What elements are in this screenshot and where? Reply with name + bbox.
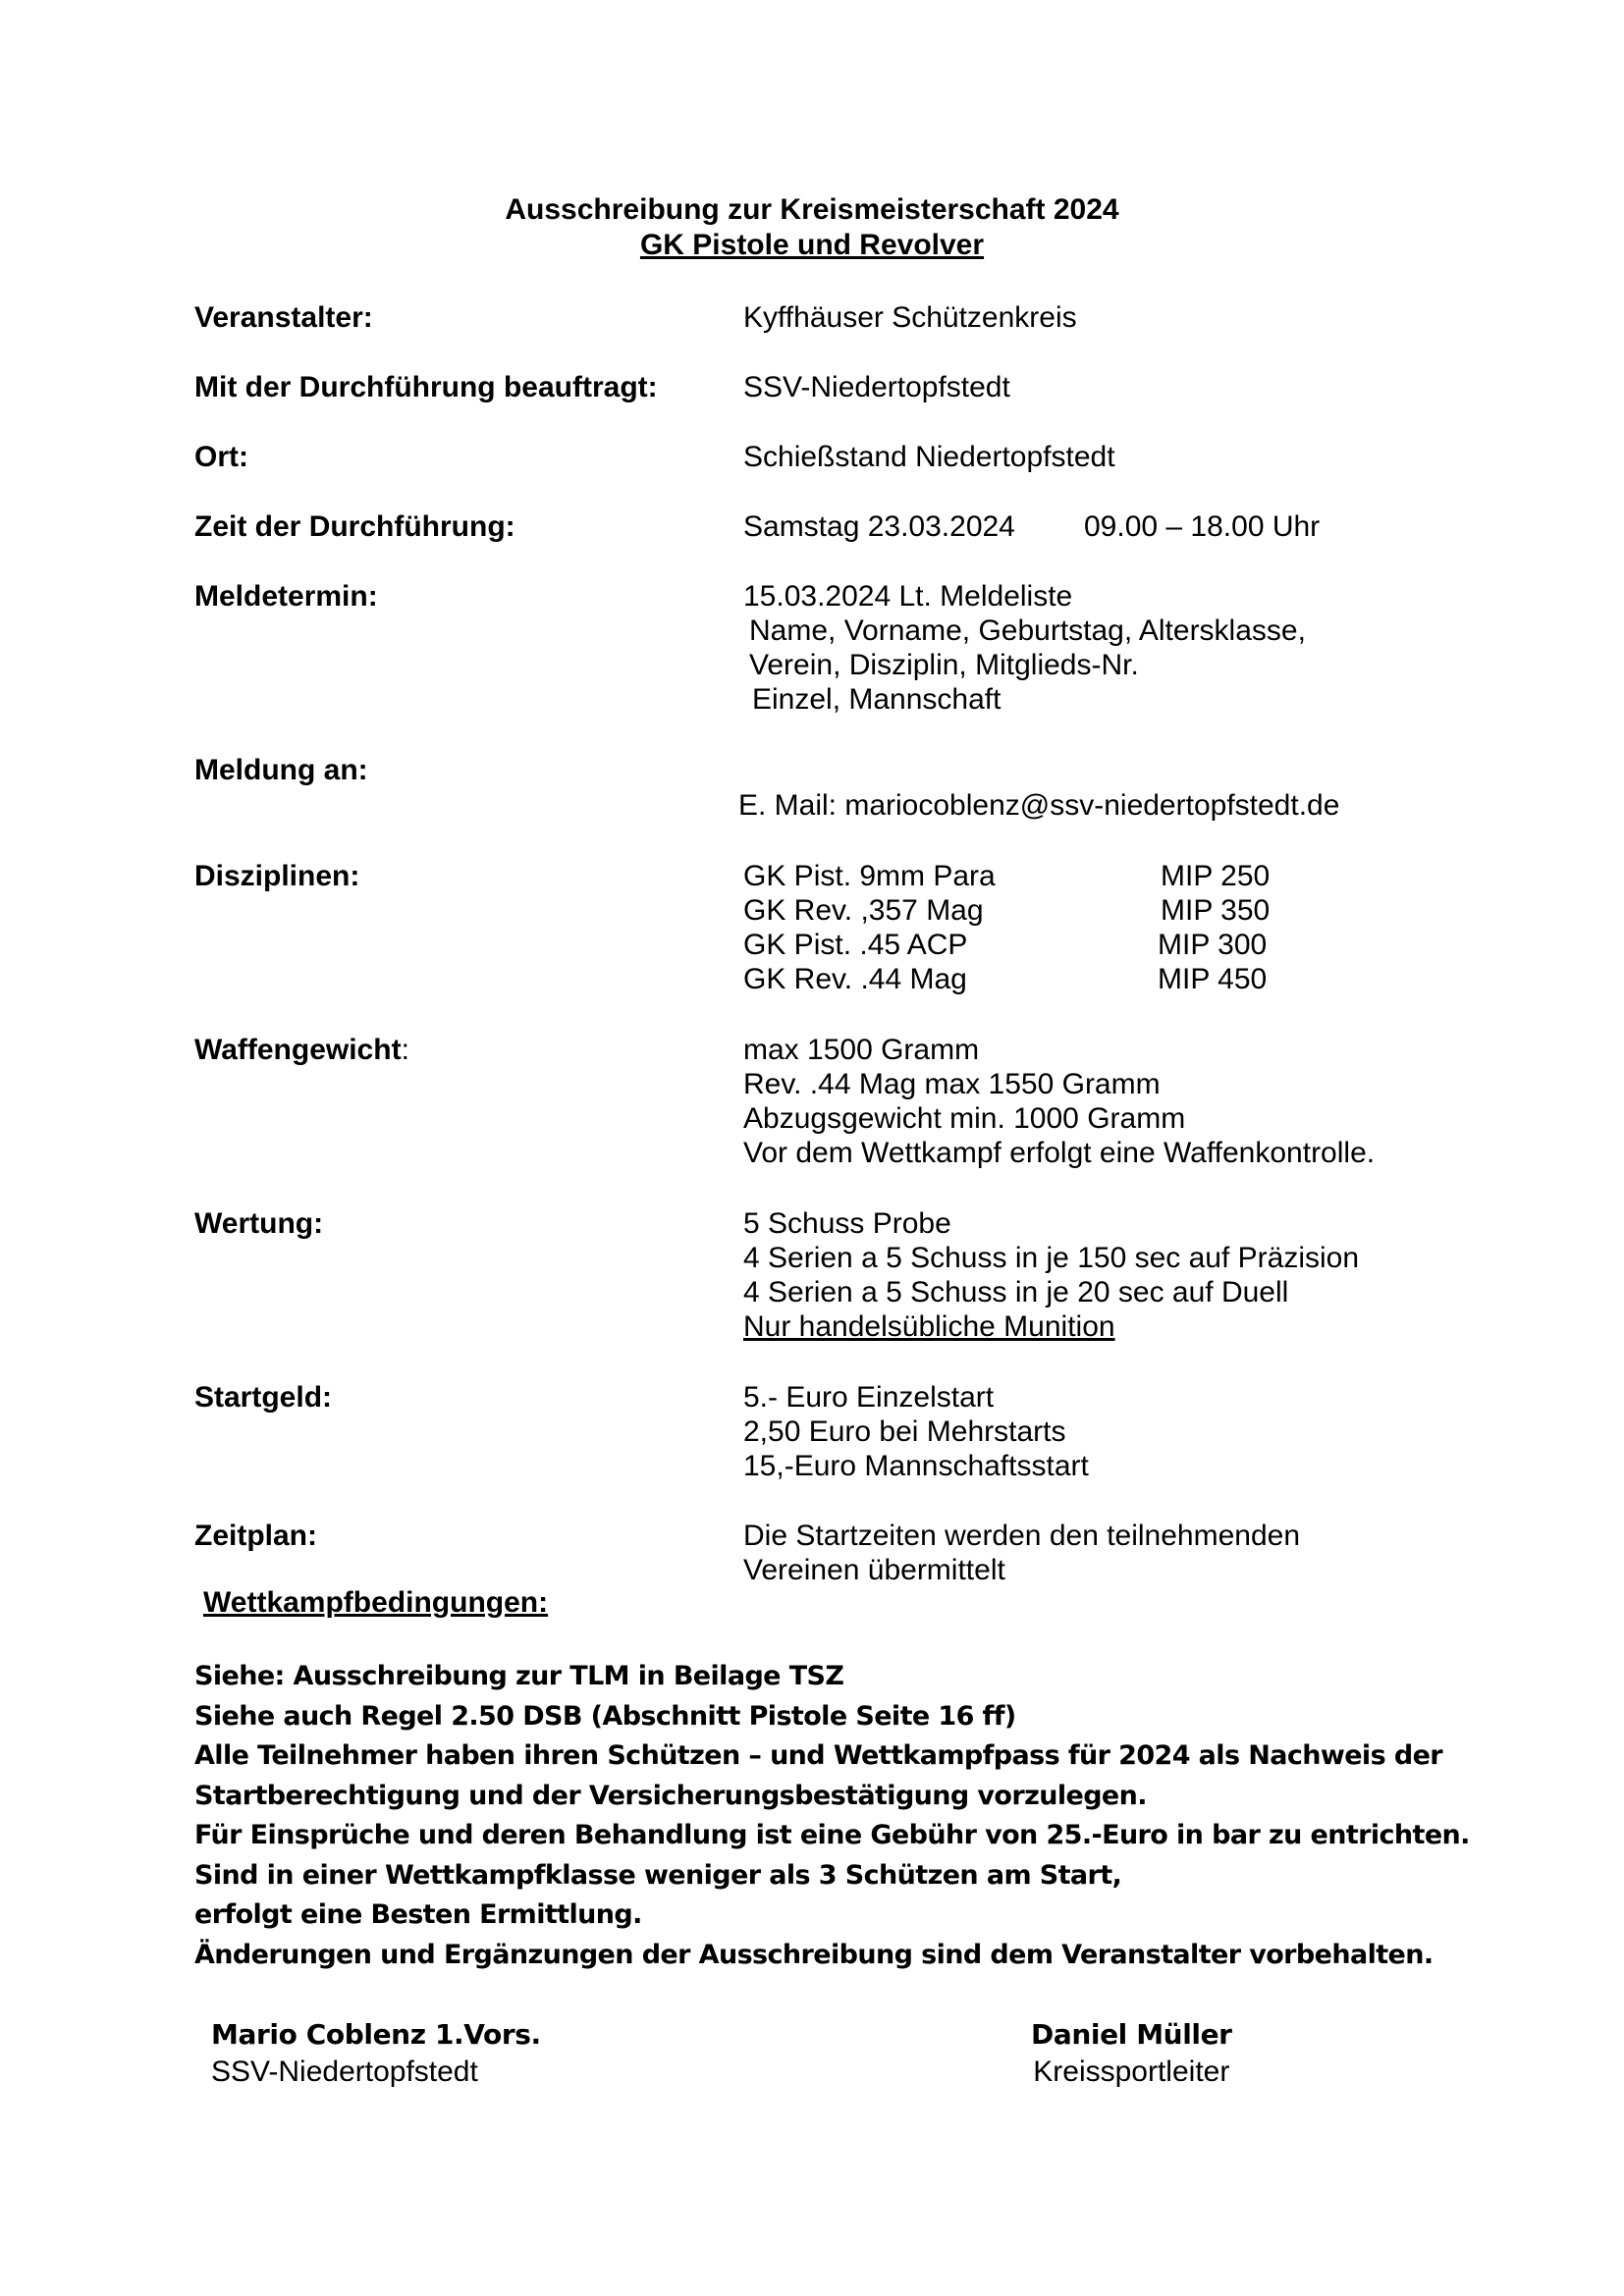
durchfuehrung-label: Mit der Durchführung beauftragt: (194, 371, 658, 403)
startgeld-value (743, 1380, 1089, 1483)
veranstalter-value: Kyffhäuser Schützenkreis (743, 301, 1077, 334)
disziplin-code: MIP 250 (1161, 860, 1271, 892)
meldetermin-label: Meldetermin: (194, 580, 378, 613)
waffengewicht-line: Vor dem Wettkampf erfolgt eine Waffenkontrolle. (743, 1137, 1376, 1169)
waffengewicht-label (194, 1033, 409, 1068)
wettkampf-heading: Wettkampfbedingungen: (203, 1586, 549, 1619)
condition-line: Alle Teilnehmer haben ihren Schützen – und Wettkampfpass für 2024 als Nachweis der (194, 1740, 1443, 1771)
wertung-line: 5 Schuss Probe (743, 1207, 951, 1240)
zeitplan-line: Die Startzeiten werden den teilnehmenden (743, 1520, 1301, 1552)
meldetermin-line: Name, Vorname, Geburtstag, Altersklasse, (749, 614, 1306, 647)
waffengewicht-value (743, 1033, 1375, 1170)
meldetermin-line: 15.03.2024 Lt. Meldeliste (743, 580, 1073, 613)
startgeld-label: Startgeld: (194, 1381, 333, 1414)
condition-line: erfolgt eine Besten Ermittlung. (194, 1899, 642, 1930)
startgeld-line: 15,-Euro Mannschaftsstart (743, 1450, 1089, 1482)
condition-line: Sind in einer Wettkampfklasse weniger als 3 Schützen am Start, (194, 1859, 1122, 1891)
durchfuehrung-value: SSV-Niedertopfstedt (743, 371, 1010, 403)
disziplin-name: GK Rev. .44 Mag (743, 963, 967, 995)
condition-line: Startberechtigung und der Versicherungsbestätigung vorzulegen. (194, 1780, 1147, 1811)
waffengewicht-line: max 1500 Gramm (743, 1034, 980, 1066)
waffengewicht-line: Rev. .44 Mag max 1550 Gramm (743, 1068, 1161, 1100)
ort-label: Ort: (194, 441, 248, 473)
signature-left-role: SSV-Niedertopfstedt (211, 2056, 478, 2088)
disziplin-code: MIP 350 (1161, 894, 1271, 927)
meldung-label: Meldung an: (194, 754, 368, 786)
meldung-email: E. Mail: mariocoblenz@ssv-niedertopfstedt.de (738, 789, 1340, 822)
veranstalter-label: Veranstalter: (194, 301, 373, 334)
waffengewicht-line: Abzugsgewicht min. 1000 Gramm (743, 1102, 1186, 1135)
disziplin-name: GK Pist. 9mm Para (743, 860, 996, 892)
zeitplan-label: Zeitplan: (194, 1520, 317, 1552)
document-title: Ausschreibung zur Kreismeisterschaft 2024 (505, 193, 1119, 226)
disziplinen-list (743, 859, 996, 996)
condition-line: Änderungen und Ergänzungen der Ausschreibung sind dem Veranstalter vorbehalten. (194, 1939, 1434, 1970)
condition-line: Siehe auch Regel 2.50 DSB (Abschnitt Pistole Seite 16 ff) (194, 1700, 1016, 1732)
disziplin-name: GK Pist. .45 ACP (743, 929, 968, 961)
meldetermin-line: Verein, Disziplin, Mitglieds-Nr. (749, 649, 1139, 681)
waffengewicht-label-text: Waffengewicht (194, 1034, 402, 1066)
startgeld-line: 5.- Euro Einzelstart (743, 1381, 995, 1414)
signature-right-role: Kreissportleiter (1033, 2056, 1230, 2088)
disziplinen-label: Disziplinen: (194, 860, 360, 892)
zeit-date: Samstag 23.03.2024 (743, 510, 1015, 543)
wettkampf-conditions (194, 1657, 1470, 1975)
wertung-value (743, 1206, 1359, 1344)
waffengewicht-label-colon: : (401, 1034, 409, 1066)
meldetermin-value (743, 579, 1306, 717)
wertung-line: 4 Serien a 5 Schuss in je 20 sec auf Duell (743, 1276, 1289, 1308)
ort-value: Schießstand Niedertopfstedt (743, 441, 1115, 473)
signature-right (1031, 2016, 1232, 2091)
meldetermin-line: Einzel, Mannschaft (752, 683, 1001, 716)
signature-left (211, 2016, 541, 2091)
disziplin-code: MIP 300 (1158, 929, 1268, 961)
disziplin-code: MIP 450 (1158, 963, 1268, 995)
zeitplan-value (743, 1519, 1300, 1587)
condition-line: Für Einsprüche und deren Behandlung ist eine Gebühr von 25.-Euro in bar zu entrichten. (194, 1820, 1470, 1850)
zeit-label: Zeit der Durchführung: (194, 510, 515, 543)
document-subtitle: GK Pistole und Revolver (639, 229, 985, 261)
disziplin-name: GK Rev. ,357 Mag (743, 894, 984, 927)
wertung-label: Wertung: (194, 1207, 324, 1240)
signature-right-name: Daniel Müller (1031, 2018, 1232, 2051)
zeit-time: 09.00 – 18.00 Uhr (1084, 510, 1321, 543)
zeitplan-line: Vereinen übermittelt (743, 1554, 1005, 1586)
startgeld-line: 2,50 Euro bei Mehrstarts (743, 1415, 1066, 1448)
condition-line: Siehe: Ausschreibung zur TLM in Beilage TSZ (194, 1661, 844, 1691)
signature-left-name: Mario Coblenz 1.Vors. (211, 2018, 541, 2051)
wertung-line: 4 Serien a 5 Schuss in je 150 sec auf Präzision (743, 1242, 1360, 1274)
wertung-munition-note: Nur handelsübliche Munition (743, 1310, 1115, 1343)
